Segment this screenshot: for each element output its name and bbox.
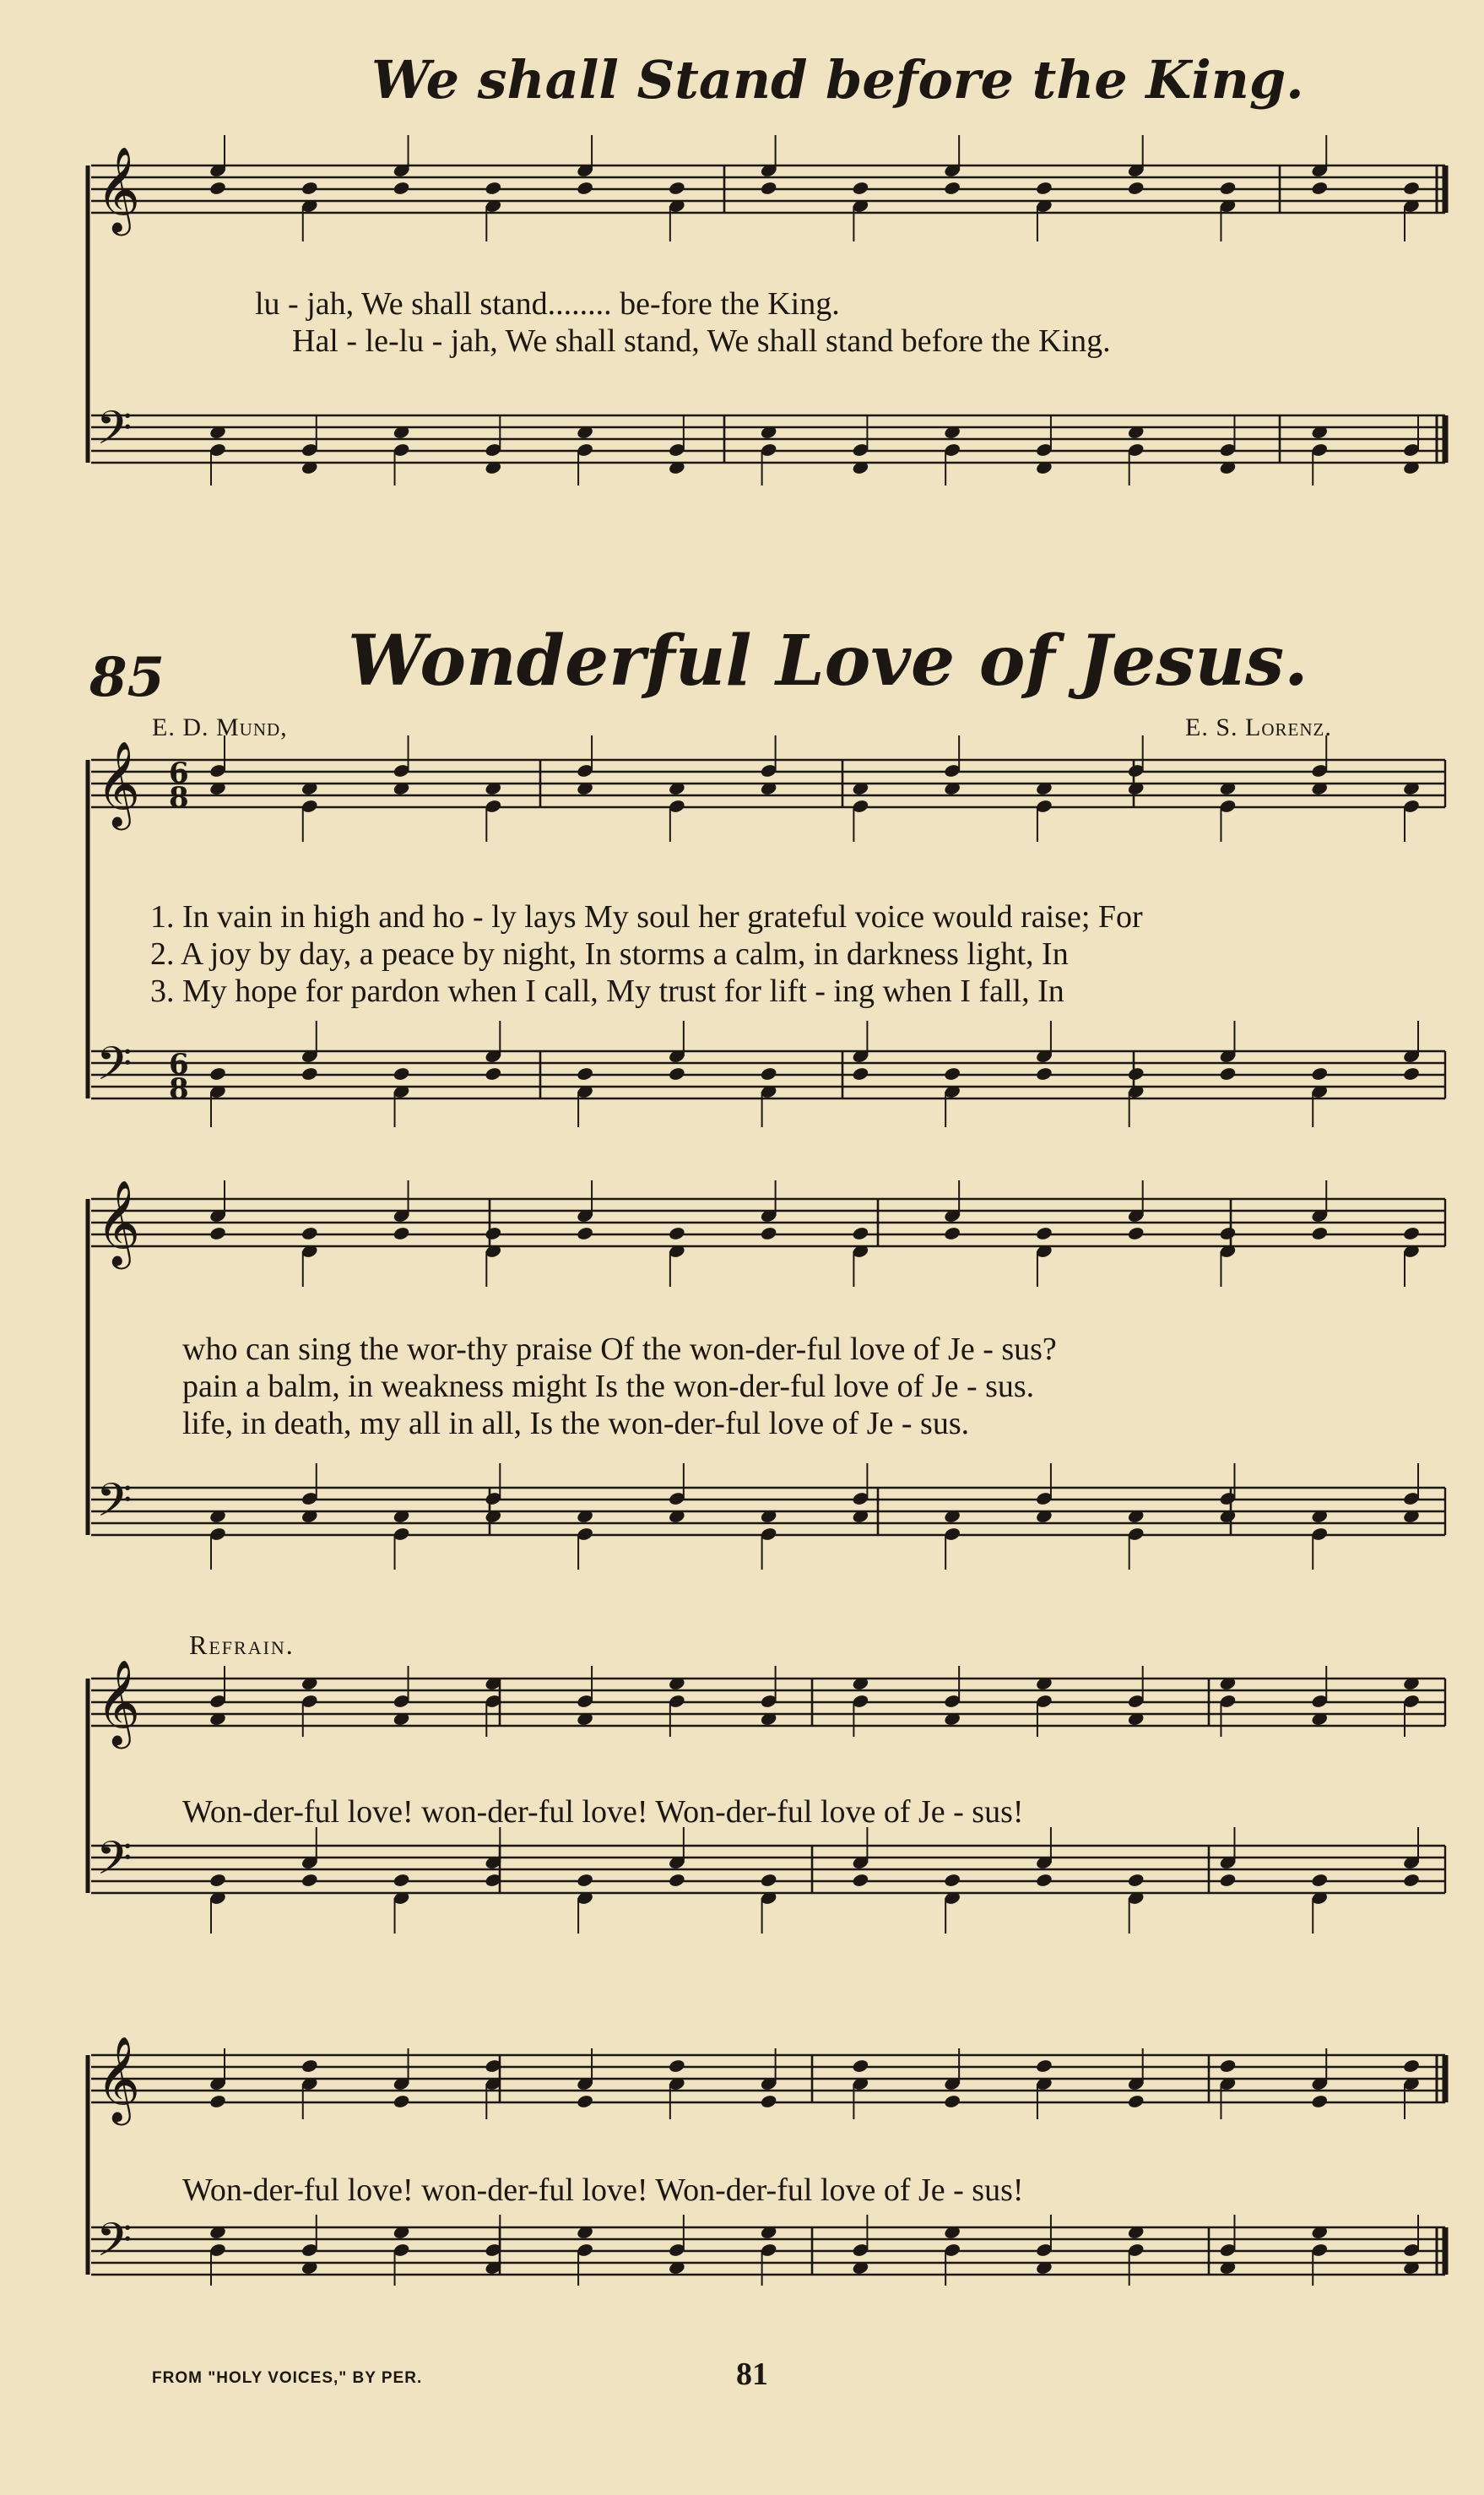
verse-3-line: 3. My hope for pardon when I call, My trust for lift - ing when I fall, In <box>150 974 1064 1009</box>
verse-1-line: who can sing the wor-thy praise Of the won-der-ful love of Je - sus? <box>182 1332 1057 1367</box>
note-head <box>852 1226 869 1241</box>
bass-clef: 𝄢 <box>96 1473 133 1538</box>
note-head <box>393 1226 410 1241</box>
note-head <box>1035 1226 1053 1241</box>
note-head <box>301 181 318 196</box>
note-head <box>1311 181 1329 196</box>
note-head <box>1219 181 1237 196</box>
note-head <box>576 1066 593 1082</box>
note-head <box>209 2094 226 2109</box>
note-head <box>760 1066 777 1082</box>
verse-1-line: 1. In vain in high and ho - ly lays My soul her grateful voice would raise; For <box>150 899 1143 935</box>
note-head <box>1035 181 1053 196</box>
note-head <box>943 1226 961 1241</box>
note-head <box>393 2094 410 2109</box>
note-head <box>1311 1873 1329 1888</box>
note-head <box>576 181 593 196</box>
note-head <box>668 181 685 196</box>
note-head <box>943 1873 961 1888</box>
time-signature-bottom: 8 <box>169 781 189 815</box>
treble-clef: 𝄞 <box>96 145 141 232</box>
note-head <box>943 2094 961 2109</box>
note-head <box>760 2094 777 2109</box>
hymn-number: 85 <box>89 646 165 709</box>
note-head <box>1219 1226 1237 1241</box>
hymn-84-lyric-line: lu - jah, We shall stand........ be-fore the King. <box>255 286 840 322</box>
hymn-84-lyric-line: Hal - le-lu - jah, We shall stand, We shall stand before the King. <box>292 323 1111 359</box>
author-credit: E. D. Mund, <box>152 713 288 741</box>
note-head <box>1127 181 1145 196</box>
note-head <box>576 1873 593 1888</box>
note-head <box>485 1066 502 1082</box>
note-head <box>1035 1873 1053 1888</box>
note-head <box>943 1066 961 1082</box>
note-head <box>576 1226 593 1241</box>
note-head <box>209 1226 226 1241</box>
note-head <box>1127 2094 1145 2109</box>
note-head <box>1402 1873 1420 1888</box>
note-head <box>301 1066 318 1082</box>
note-head <box>943 181 961 196</box>
note-head <box>852 2058 869 2074</box>
note-head <box>1402 1226 1420 1241</box>
note-head <box>301 2058 318 2074</box>
treble-clef: 𝄞 <box>96 2035 141 2122</box>
note-head <box>393 181 410 196</box>
note-head <box>668 1873 685 1888</box>
note-head <box>209 1066 226 1082</box>
time-signature-bottom: 8 <box>169 1072 189 1106</box>
time-signature-top: 6 <box>169 1048 189 1082</box>
note-head <box>852 1066 869 1082</box>
note-head <box>1311 1226 1329 1241</box>
note-head <box>1402 1066 1420 1082</box>
note-head <box>1127 1066 1145 1082</box>
refrain-label: Refrain. <box>189 1630 295 1660</box>
note-head <box>1219 1873 1237 1888</box>
note-head <box>1219 2058 1237 2074</box>
note-head <box>760 1873 777 1888</box>
verse-2-line: 2. A joy by day, a peace by night, In storms a calm, in darkness light, In <box>150 936 1069 972</box>
note-head <box>485 1226 502 1241</box>
refrain-lyric-line: Won-der-ful love! won-der-ful love! Won-der-ful love of Je - sus! <box>182 2172 1024 2208</box>
note-head <box>852 1873 869 1888</box>
hymn-84-title: We shall Stand before the King. <box>371 49 1304 111</box>
verse-2-line: pain a balm, in weakness might Is the won-der-ful love of Je - sus. <box>182 1369 1035 1404</box>
note-head <box>668 1226 685 1241</box>
bass-clef: 𝄢 <box>96 1037 133 1102</box>
note-head <box>576 2094 593 2109</box>
composer-credit: E. S. Lorenz. <box>1185 713 1332 741</box>
note-head <box>1219 1066 1237 1082</box>
note-head <box>1035 2058 1053 2074</box>
note-head <box>301 1226 318 1241</box>
treble-clef: 𝄞 <box>96 740 141 827</box>
note-head <box>1402 2058 1420 2074</box>
hymn-85-title: Wonderful Love of Jesus. <box>348 621 1308 702</box>
note-head <box>668 1066 685 1082</box>
refrain-lyric-line: Won-der-ful love! won-der-ful love! Won-der-ful love of Je - sus! <box>182 1794 1024 1830</box>
note-head <box>301 1873 318 1888</box>
note-head <box>1127 1873 1145 1888</box>
note-head <box>1035 1066 1053 1082</box>
treble-clef: 𝄞 <box>96 1658 141 1745</box>
note-head <box>1402 181 1420 196</box>
note-head <box>209 181 226 196</box>
note-head <box>209 1873 226 1888</box>
note-head <box>668 2058 685 2074</box>
verse-3-line: life, in death, my all in all, Is the won-der-ful love of Je - sus. <box>182 1406 970 1441</box>
note-head <box>852 181 869 196</box>
note-head <box>760 1226 777 1241</box>
page-number: 81 <box>736 2357 768 2392</box>
note-head <box>760 181 777 196</box>
time-signature-top: 6 <box>169 757 189 790</box>
bass-clef: 𝄢 <box>96 401 133 466</box>
note-head <box>485 181 502 196</box>
note-head <box>1311 2094 1329 2109</box>
source-credit: FROM "HOLY VOICES," BY PER. <box>152 2369 423 2387</box>
note-head <box>1311 1066 1329 1082</box>
treble-clef: 𝄞 <box>96 1179 141 1266</box>
note-head <box>393 1066 410 1082</box>
bass-clef: 𝄢 <box>96 1831 133 1896</box>
note-head <box>1127 1226 1145 1241</box>
bass-clef: 𝄢 <box>96 2213 133 2278</box>
note-head <box>393 1873 410 1888</box>
